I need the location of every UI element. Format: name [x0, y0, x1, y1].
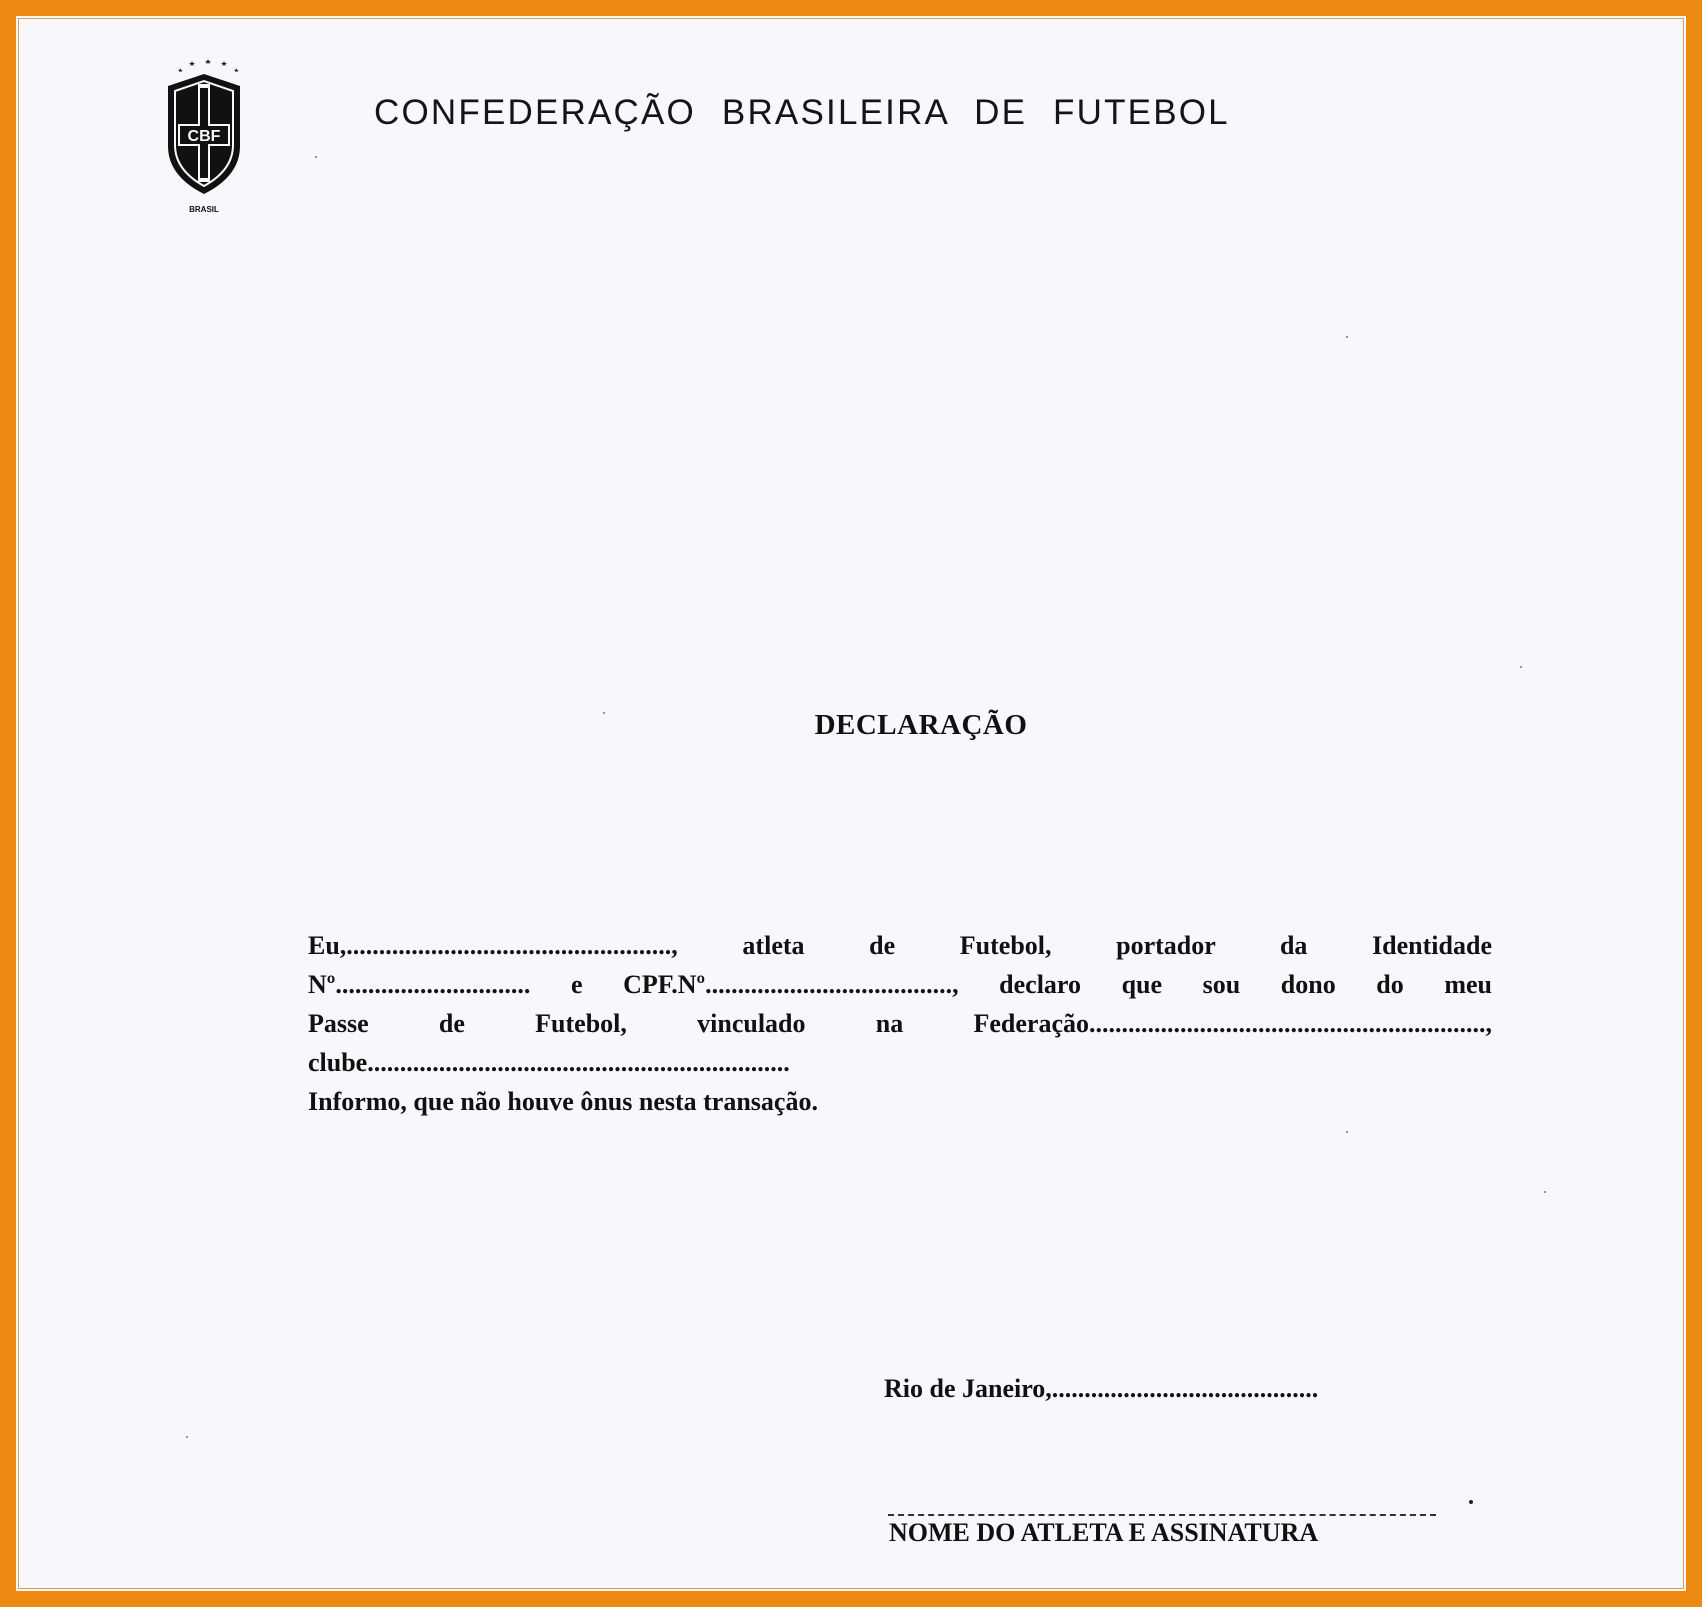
- body-line: Nº.............................. e CPF.Nº......................................, declaro que sou dono do meu: [308, 970, 1492, 999]
- signature-line: [888, 1514, 1436, 1516]
- logo-text: CBF: [187, 128, 221, 145]
- scan-speck: [1544, 1191, 1546, 1193]
- organization-name: CONFEDERAÇÃO BRASILEIRA DE FUTEBOL: [374, 93, 1230, 132]
- declaration-body: [308, 926, 1492, 1121]
- document-title: DECLARAÇÃO: [814, 709, 1028, 741]
- signature-label: NOME DO ATLETA E ASSINATURA: [889, 1518, 1319, 1547]
- scan-speck: [1346, 1131, 1348, 1133]
- signature-dot: [1469, 1500, 1473, 1504]
- scan-speck: [1346, 336, 1348, 338]
- cbf-crest-icon: [144, 46, 264, 216]
- body-line: Informo, que não houve ônus nesta transação.: [308, 1087, 818, 1116]
- body-line: Passe de Futebol, vinculado na Federação.............................................................,: [308, 1009, 1492, 1038]
- frame-inner-line: [18, 18, 1684, 1589]
- logo-caption: BRASIL: [189, 205, 219, 214]
- scan-speck: [315, 156, 317, 158]
- scan-speck: [1520, 666, 1522, 668]
- body-line: Eu,.................................................., atleta de Futebol, portador da Identidade: [308, 931, 1492, 960]
- scan-speck: [186, 1436, 188, 1438]
- body-line: clube.................................................................: [308, 1048, 790, 1077]
- place-date-field: Rio de Janeiro,.........................................: [884, 1374, 1319, 1403]
- scan-speck: [603, 712, 605, 714]
